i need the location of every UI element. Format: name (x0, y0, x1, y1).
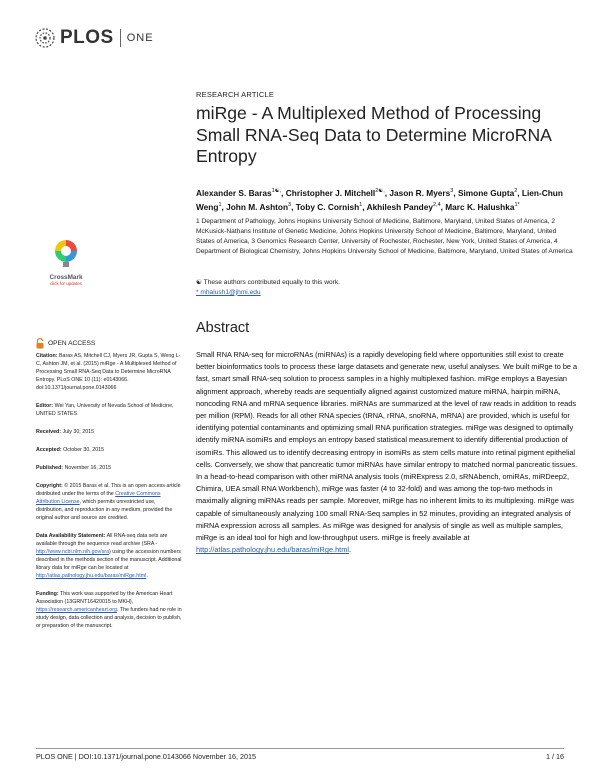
logo-word: PLOS (60, 27, 114, 48)
accepted-block (36, 446, 184, 454)
author-affiliation-marker: 1 (218, 201, 222, 208)
data-availability-text-b: ) using the accession numbers described in the methods section of the manuscript. Additional library data for miRge can be located at (36, 549, 182, 571)
plos-circles-icon (34, 27, 56, 49)
equal-contribution-note: ☯ These authors contributed equally to this work. (196, 279, 340, 286)
open-lock-icon (36, 338, 44, 349)
abstract-heading: Abstract (196, 320, 250, 336)
data-availability-block (36, 532, 184, 580)
abstract-text: Small RNA RNA-seq for microRNAs (miRNAs) is a rapidly developing field where opportunities still exist to create better bioinformatics tools to process these large datasets and generate new, useful analyses. We built miRge to be a fast, smart small RNA-seq solution to process samples in a highly multiplexed fashion. miRge employs a Bayesian alignment approach, whereby reads are sequentially aligned against customized mature miRNA, hairpin miRNA, noncoding RNA and mRNA sequence libraries. miRNAs are summarized at the level of raw reads in addition to reads per million (RPM). Reads for all other RNA species (tRNA, rRNA, snoRNA, mRNA) are provided, which is useful for identifying potential contaminants and optimizing small RNA purification strategies. miRge was designed to optimally identify miRNA isomiRs and employs an entropy based statistical measurement to identify differential production of isomiRs. This allowed us to identify decreasing entropy in isomiRs as stem cells mature into retinal pigment epithelial cells. Conversely, we show that pancreatic tumor miRNAs have similar entropy to matched normal pancreatic tissues. In a head-to-head comparison with other miRNA analysis tools (miRExpress 2.0, sRNAbench, omiRAs, miRDeep2, Chimira, UEA small RNA Workbench), miRge was faster (4 to 32-fold) and was among the top-two methods in maximally aligning miRNAs reads per sample. Moreover, miRge has no inherent limits to its multiplexing. miRge was capable of simultaneously analyzing 100 small RNA-Seq samples in 52 minutes, providing an integrated analysis of miRNA expression across all samples. As miRge was designed for analysis of single as well as multiple samples, miRge is an ideal tool for high and low-throughput users. miRge is freely available at (196, 350, 578, 543)
logo-divider (120, 29, 121, 47)
data-availability-text-c: . (146, 573, 148, 579)
author-name: Jason R. Myers (389, 187, 451, 198)
corresponding-email[interactable]: * mhalush1@jhmi.edu (196, 288, 261, 296)
editor-block (36, 402, 184, 418)
footer-citation: PLOS ONE | DOI:10.1371/journal.pone.0143066 November 16, 2015 (36, 752, 257, 761)
author-name: John M. Ashton (226, 201, 289, 212)
received-date: July 30, 2015 (62, 429, 95, 435)
author-name: Simone Gupta (457, 187, 515, 198)
author-list: Alexander S. Baras$^{1☯,}$, Christopher J. Mitchell$^{2☯,}$, Jason R. Myers$^3$, Simone Gupta$^2$, Lien-Chun Weng$^1$, John M. Ashton$^3$, Toby C. Cornish$^1$, Akhilesh Pandey$^{2,4}$, Marc K. Halushka$^{1*}$ (196, 187, 563, 212)
abstract-end: . (348, 545, 351, 555)
author-affiliation-marker: 3 (288, 201, 292, 208)
author-affiliation-marker: 2☯, (375, 188, 385, 194)
crossmark-label: CrossMark (49, 274, 83, 281)
author-affiliation-marker: 1 (359, 201, 363, 208)
received-label: Received: (36, 429, 62, 435)
editor-text: Wei Yan, University of Nevada School of Medicine, UNITED STATES (36, 403, 174, 417)
open-access-label: OPEN ACCESS (48, 340, 96, 347)
funding-label: Funding: (36, 591, 59, 597)
footer-divider (36, 748, 564, 749)
author-name: Akhilesh Pandey (366, 201, 433, 212)
accepted-label: Accepted: (36, 447, 62, 453)
copyright-label: Copyright: (36, 483, 63, 489)
author-affiliation-marker: 3 (450, 188, 454, 194)
mirge-data-link[interactable]: http://atlas.pathology.jhu.edu/baras/miRge.html (36, 573, 147, 579)
mirge-link[interactable]: http://atlas.pathology.jhu.edu/baras/miRge.html (196, 545, 349, 555)
abstract-body (196, 349, 580, 556)
plos-logo[interactable] (34, 26, 154, 50)
citation-text: Baras AS, Mitchell CJ, Myers JR, Gupta S, Weng L-C, Ashton JM, et al. (2015) miRge - A Multiplexed Method of Processing Small RNA-Seq Data to Determine MicroRNA Entropy. PLoS ONE 10 (11): e0143066. doi:10.1371/journal.pone.0143066 (36, 353, 181, 391)
copyright-text-a: © 2015 Baras et al. This is an open access article distributed under the terms of the (36, 483, 181, 497)
citation-label: Citation: (36, 353, 58, 359)
funding-link[interactable]: https://research.americanheart.org (36, 607, 117, 613)
funding-block (36, 590, 184, 630)
crossmark-badge[interactable] (36, 238, 96, 286)
editor-label: Editor: (36, 403, 54, 409)
author-affiliation-marker: 2,4 (432, 201, 441, 208)
article-type: RESEARCH ARTICLE (196, 90, 275, 99)
copyright-text-b: , which permits unrestricted use, distribution, and reproduction in any medium, provided the original author and source are credited. (36, 499, 173, 521)
author-name: Lien-Chun Weng (196, 187, 563, 212)
sra-link[interactable]: http://www.ncbi.nlm.nih.gov/sra (36, 549, 110, 555)
crossmark-sub: click for updates (50, 281, 82, 286)
accepted-date: October 30, 2015 (63, 447, 105, 453)
open-access-badge (36, 338, 95, 349)
author-name: Marc K. Halushka (445, 201, 515, 212)
crossmark-icon (53, 238, 79, 268)
author-affiliation-marker: 2 (514, 188, 518, 194)
author-notes (196, 278, 576, 297)
published-label: Published: (36, 465, 64, 471)
published-block (36, 464, 184, 472)
data-availability-label: Data Availability Statement: (36, 533, 106, 539)
article-sidebar (36, 352, 184, 640)
published-date: November 16, 2015 (64, 465, 112, 471)
funding-text-a: This work was supported by the American Heart Association (13GRNT16420015 to MKH), (36, 591, 173, 605)
funding-text-b: . The funders had no role in study design, data collection and analysis, decision to publish, or preparation of the manuscript. (36, 607, 182, 629)
author-name: Toby C. Cornish (295, 201, 360, 212)
received-block (36, 428, 184, 436)
author-name: Alexander S. Baras (196, 187, 272, 198)
author-affiliation-marker: 1☯, (271, 188, 282, 194)
citation-block (36, 352, 184, 392)
copyright-block (36, 482, 184, 522)
logo-journal: ONE (126, 32, 154, 44)
author-affiliation-marker: 1* (514, 201, 520, 208)
affiliations: 1 Department of Pathology, Johns Hopkins University School of Medicine, Baltimore, Maryland, United States of America, 2 McKusick-Nathans Institute of Genetic Medicine, Johns Hopkins University School of Medicine, Baltimore, Maryland, United States of America, 3 Genomics Research Center, University of Rochester, Rochester, New York, United States of America, 4 Department of Biological Chemistry, Johns Hopkins University School of Medicine, Baltimore, Maryland, United States of America (196, 218, 573, 256)
page-number: 1 / 16 (546, 752, 564, 761)
author-name: Christopher J. Mitchell (285, 187, 376, 198)
article-title: miRge - A Multiplexed Method of Processing Small RNA-Seq Data to Determine MicroRNA Entropy (196, 103, 551, 166)
data-availability-text-a: All RNA-seq data sets are available through the sequence read archive (SRA - (36, 533, 168, 547)
license-link[interactable]: Creative Commons Attribution License (36, 491, 161, 505)
